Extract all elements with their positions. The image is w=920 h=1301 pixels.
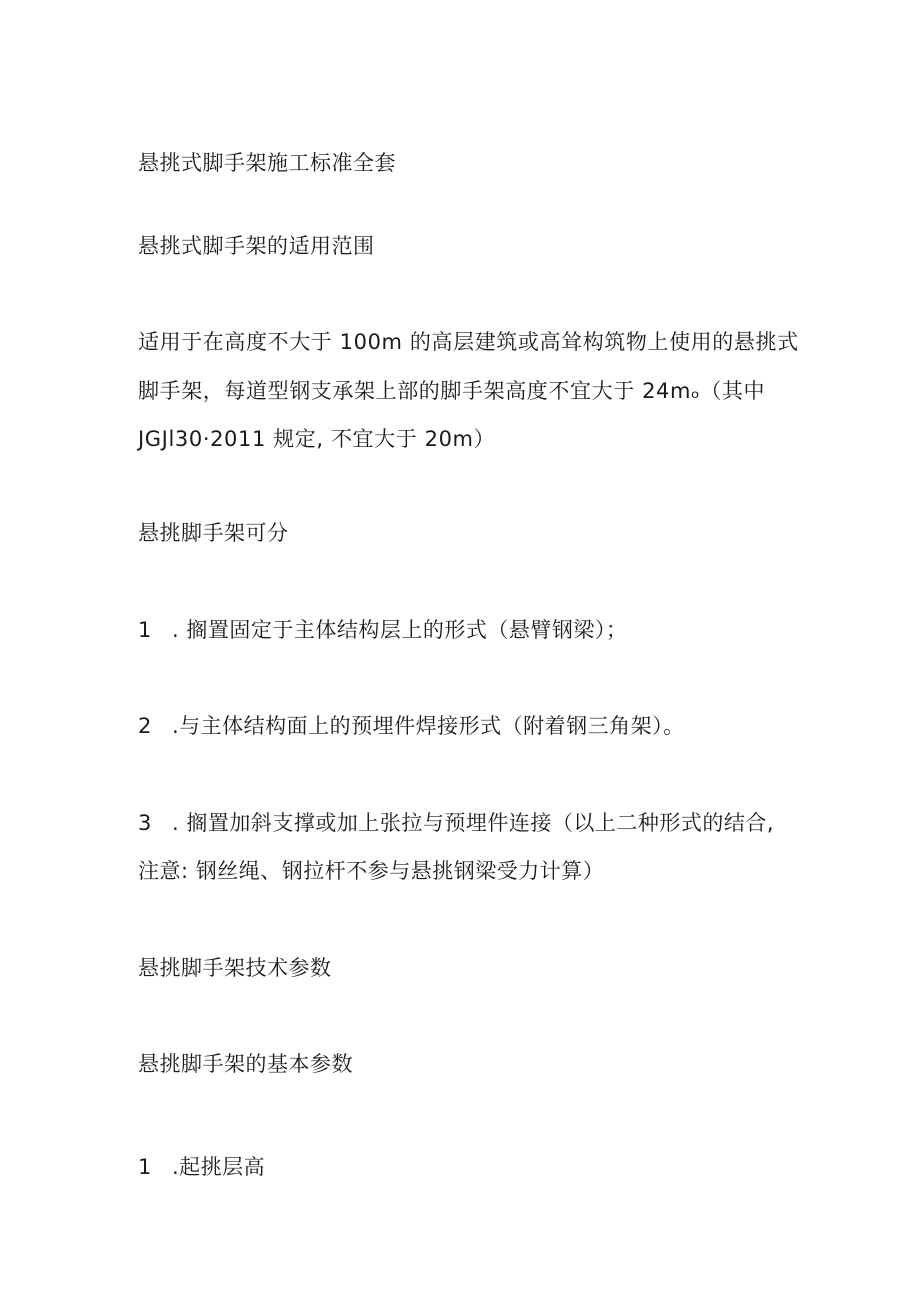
section-heading-scope: 悬挑式脚手架的适用范围	[138, 234, 375, 258]
list-item-text: . 搁置加斜支撑或加上张拉与预埋件连接（以上二种形式的结合,	[172, 811, 775, 835]
list-item-number: 2	[138, 714, 152, 738]
list-item-text: .起挑层高	[172, 1155, 266, 1179]
list-item	[138, 808, 774, 838]
list-item-number: 1	[138, 618, 152, 642]
list-item	[138, 1152, 265, 1182]
list-item	[138, 615, 627, 645]
scope-paragraph-line-3: JGJl30·2011 规定, 不宜大于 20m）	[138, 427, 496, 451]
list-item-number: 1	[138, 1155, 152, 1179]
section-heading-tech-params: 悬挑脚手架技术参数	[138, 956, 332, 980]
scope-paragraph-line-2: 脚手架，每道型钢支承架上部的脚手架高度不宜大于 24mₒ（其中	[138, 379, 766, 403]
list-item-text: .与主体结构面上的预埋件焊接形式（附着钢三角架）。	[172, 714, 685, 738]
section-heading-basic-params: 悬挑脚手架的基本参数	[138, 1052, 353, 1076]
list-item	[138, 711, 685, 741]
list-item-number: 3	[138, 811, 152, 835]
document-title: 悬挑式脚手架施工标准全套	[138, 151, 396, 175]
section-heading-types: 悬挑脚手架可分	[138, 521, 289, 545]
scope-paragraph-line-1: 适用于在高度不大于 100m 的高层建筑或高耸构筑物上使用的悬挑式	[138, 330, 799, 354]
list-item-continuation: 注意: 钢丝绳、钢拉杆不参与悬挑钢梁受力计算）	[138, 859, 605, 883]
list-item-text: . 搁置固定于主体结构层上的形式（悬臂钢梁）；	[172, 618, 628, 642]
